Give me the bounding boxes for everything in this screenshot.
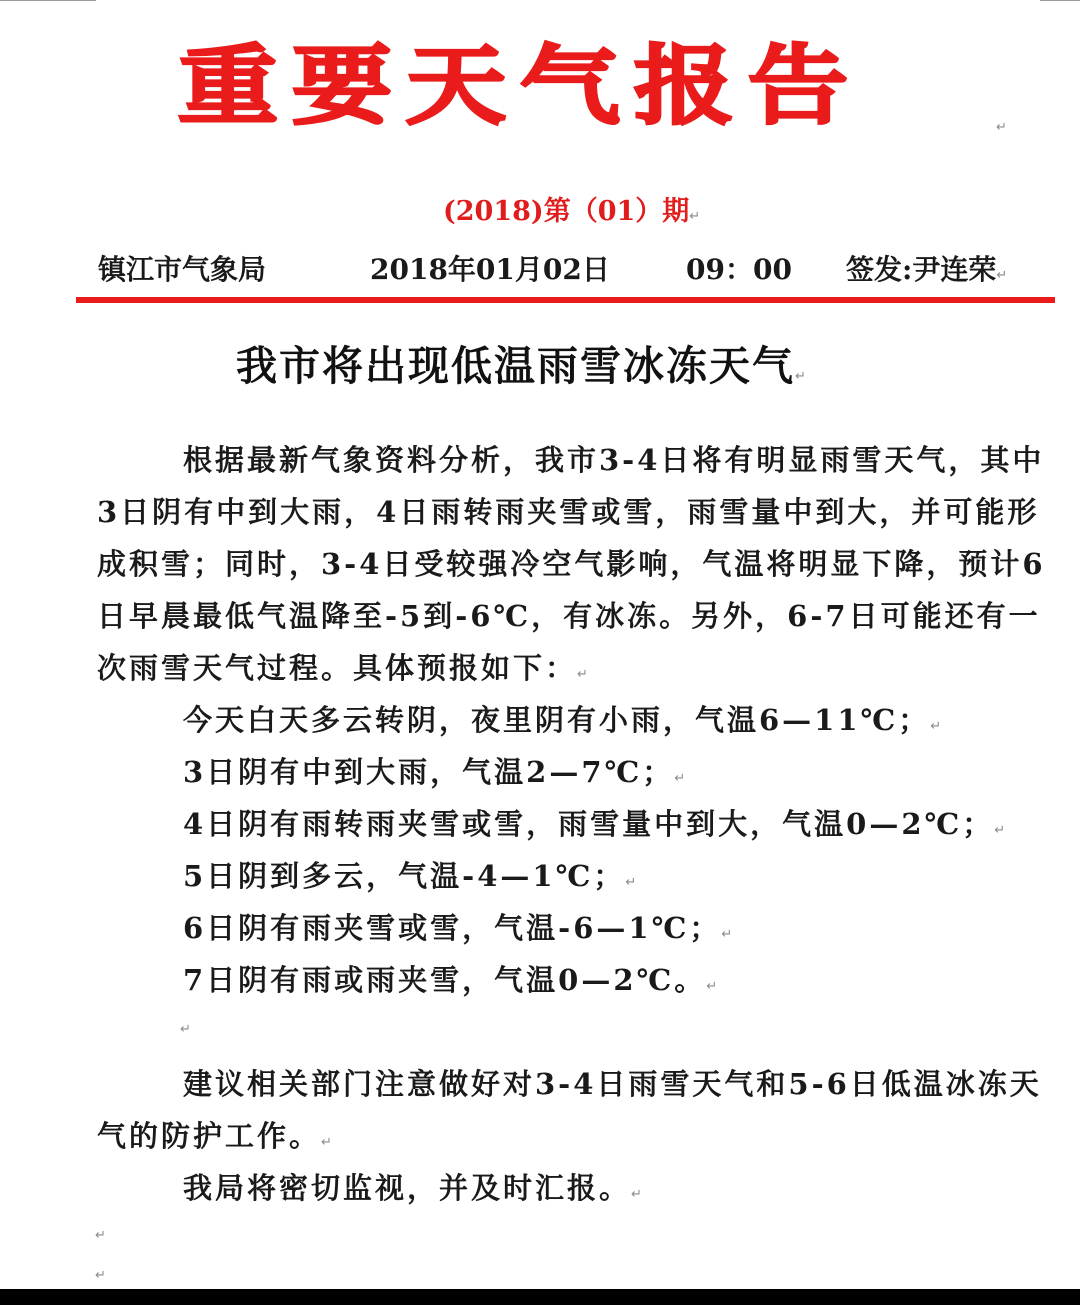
paragraph-mark-icon: ↵ [95,1268,106,1283]
paragraph-mark-icon: ↵ [95,1228,106,1243]
page-corner-line-left [0,0,96,1]
forecast-item [183,954,1063,1006]
forecast-item [183,746,1063,798]
signer [846,250,1007,296]
paragraph-mark-icon: ↵ [625,875,637,890]
paragraph-mark-icon: ↵ [674,771,686,786]
issue-number [443,192,700,232]
paragraph-mark-icon: ↵ [689,209,701,224]
closing-paragraph [97,1162,1047,1221]
forecast-item [183,850,1063,902]
paragraph-mark-icon: ↵ [795,369,806,384]
report-headline [236,336,806,396]
issue-number-text: (2018)第（01）期 [443,196,690,227]
forecast-item [183,694,1063,746]
paragraph-mark-icon: ↵ [577,667,588,682]
paragraph-mark-icon: ↵ [996,268,1008,283]
paragraph-mark-icon: ↵ [321,1135,332,1150]
meta-row [98,250,1053,290]
issuer-name: 镇江市气象局 [98,253,267,286]
paragraph-mark-icon: ↵ [996,120,1007,135]
paragraph-mark-icon: ↵ [631,1187,642,1202]
advice-paragraph-text: 建议相关部门注意做好对3-4日雨雪天气和5-6日低温冰冻天气的防护工作。 [97,1067,1042,1153]
paragraph-mark-icon: ↵ [721,927,733,942]
closing-paragraph-text: 我局将密切监视，并及时汇报。 [183,1171,632,1205]
forecast-item-text: 3日阴有中到大雨，气温2—7℃； [183,755,675,789]
forecast-list [183,694,1063,1006]
paragraph-mark-icon: ↵ [180,1022,191,1037]
intro-paragraph [97,434,1047,701]
forecast-item-text: 5日阴到多云，气温-4—1℃； [183,859,626,893]
issue-date: 2018年01月02日 [370,253,610,286]
paragraph-mark-icon: ↵ [706,979,718,994]
paragraph-mark-icon: ↵ [930,719,942,734]
signer-text: 签发:尹连荣 [846,253,997,286]
forecast-item [183,902,1063,954]
report-headline-text: 我市将出现低温雨雪冰冻天气 [236,342,795,390]
forecast-item [183,798,1063,850]
forecast-item-text: 4日阴有雨转雨夹雪或雪，雨雪量中到大，气温0—2℃； [183,807,995,841]
red-divider-rule [76,297,1055,303]
issue-time: 09：00 [686,253,792,286]
intro-paragraph-text: 根据最新气象资料分析，我市3-4日将有明显雨雪天气，其中3日阴有中到大雨，4日雨转雨夹雪或雪，雨雪量中到大，并可能形成积雪；同时，3-4日受较强冷空气影响，气温将明显下降，预计6日早晨最低气温降至-5到-6℃，有冰冻。另外，6-7日可能还有一次雨雪天气过程。具体预报如下： [97,443,1046,685]
forecast-item-text: 6日阴有雨夹雪或雪，气温-6—1℃； [183,911,722,945]
forecast-item-text: 今天白天多云转阴，夜里阴有小雨，气温6—11℃； [183,703,931,737]
advice-paragraph [97,1058,1047,1169]
report-masthead: 重要天气报告 [178,35,862,137]
forecast-item-text: 7日阴有雨或雨夹雪，气温0—2℃。 [183,963,707,997]
page-corner-line-right [1040,0,1080,1]
bottom-black-bar [0,1289,1080,1305]
paragraph-mark-icon: ↵ [994,823,1006,838]
